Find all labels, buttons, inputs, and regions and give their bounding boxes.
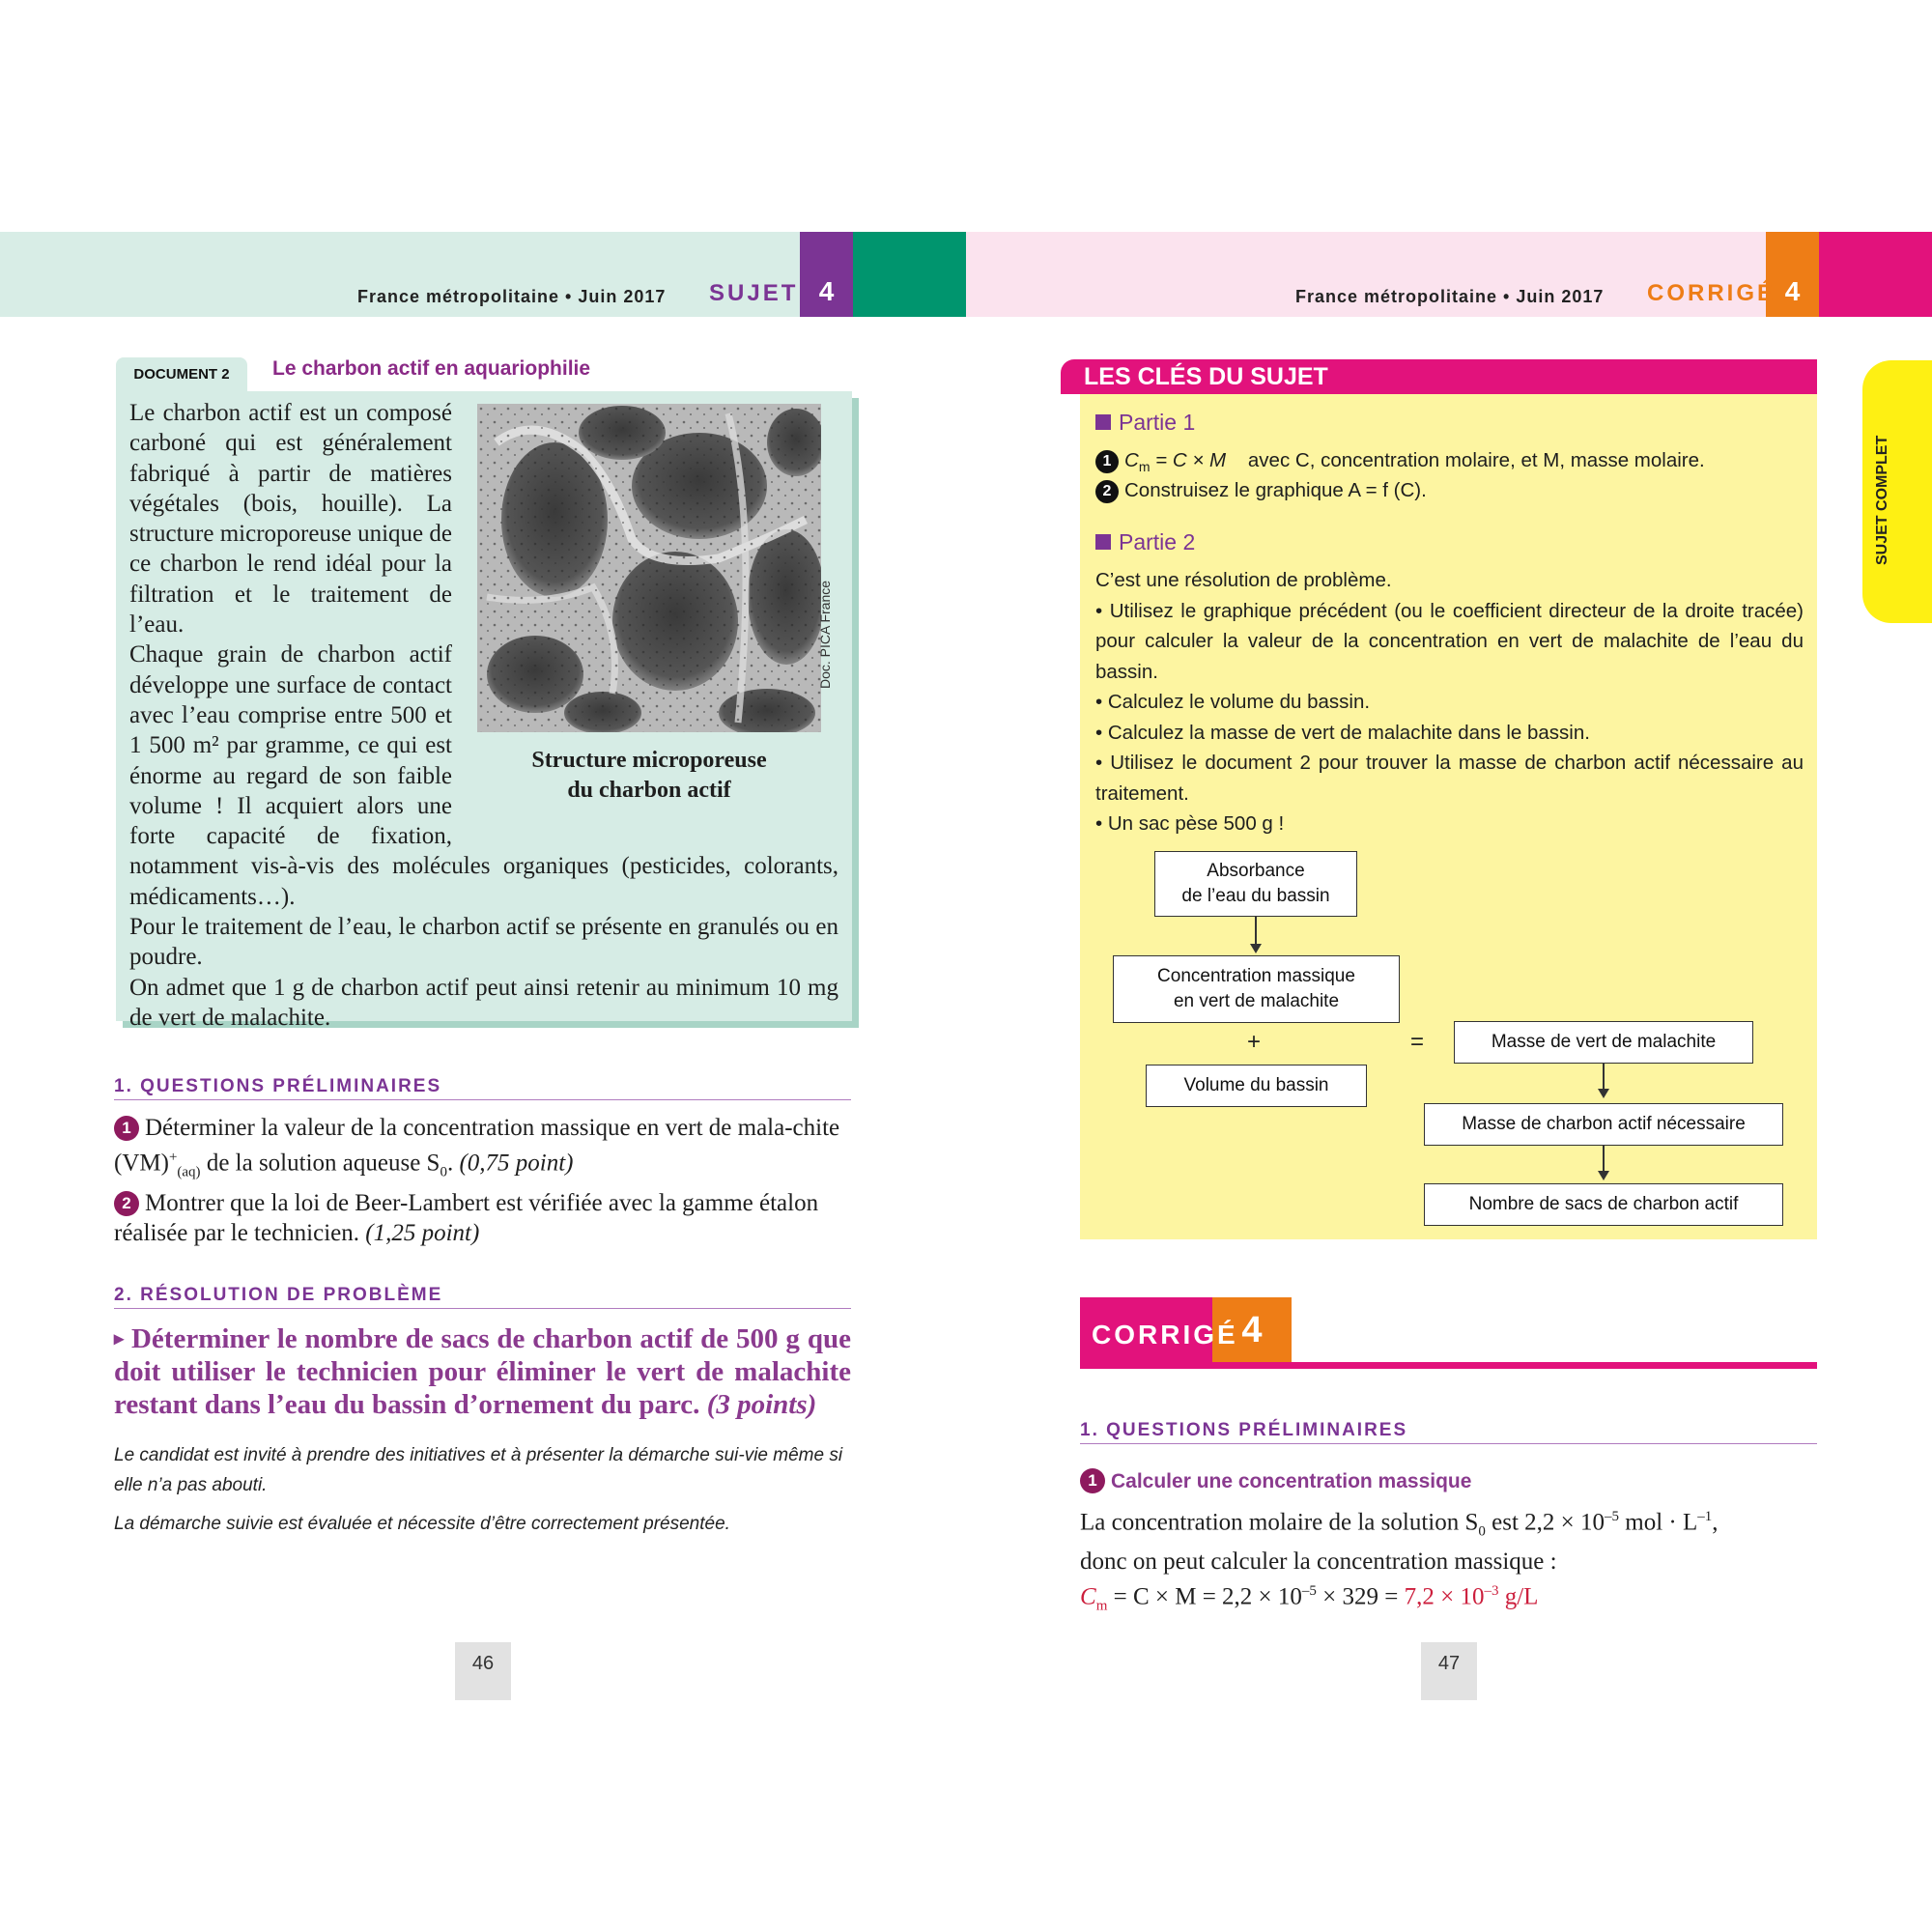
photo-caption <box>477 746 821 806</box>
corrige-answer <box>1080 1502 1833 1622</box>
question-number: 1 <box>1080 1468 1105 1493</box>
document-title: Le charbon actif en aquariophilie <box>272 357 591 380</box>
formula-symbol: C <box>1124 449 1139 471</box>
question-1-text: de la solution aqueuse S <box>200 1150 440 1177</box>
keys-title: LES CLÉS DU SUJET <box>1084 363 1328 390</box>
flow-box-mass-malachite: Masse de vert de malachite <box>1454 1021 1753 1064</box>
charge-sup: + <box>168 1150 178 1165</box>
answer-text: est 2,2 × 10 <box>1485 1509 1605 1536</box>
formula-rest: = C × M <box>1150 449 1227 471</box>
document-label: DOCUMENT 2 <box>116 357 247 392</box>
flow-plus-sign: + <box>1247 1029 1262 1055</box>
formula-sub: m <box>1138 459 1151 475</box>
eq-unit: g/L <box>1498 1583 1539 1610</box>
square-bullet-icon <box>1095 414 1111 430</box>
key-number: 2 <box>1095 480 1119 503</box>
down-arrow-icon <box>1250 944 1262 953</box>
eq-sub: m <box>1095 1598 1108 1614</box>
eq-text: = C × M = 2,2 × 10 <box>1107 1583 1302 1610</box>
state-sub: (aq) <box>177 1164 201 1180</box>
question-2-points: (1,25 point) <box>365 1220 480 1246</box>
left-header-location: France métropolitaine • Juin 2017 <box>357 287 667 306</box>
charcoal-photo <box>477 404 838 827</box>
eq-symbol: C <box>1080 1583 1096 1610</box>
flow-box-text: de l’eau du bassin <box>1181 886 1330 906</box>
problem-points: (3 points) <box>706 1389 817 1420</box>
square-bullet-icon <box>1095 534 1111 550</box>
flow-box-text: en vert de malachite <box>1173 991 1340 1011</box>
question-number: 2 <box>114 1191 139 1216</box>
answer-sup: –1 <box>1697 1509 1713 1524</box>
flow-arrow-line <box>1603 1064 1605 1089</box>
answer-text: La concentration molaire de la solution S <box>1080 1509 1479 1536</box>
left-header-accent-block <box>853 232 966 317</box>
side-tab[interactable] <box>1862 360 1932 623</box>
partie2-content <box>1095 565 1804 839</box>
corrige-subtitle <box>1080 1468 1471 1493</box>
flow-box-text: Concentration massique <box>1157 966 1355 986</box>
down-arrow-icon <box>1598 1171 1609 1180</box>
corrige-answer-line1 <box>1080 1502 1833 1547</box>
microporous-structure-image <box>477 404 821 732</box>
solution-sub: 0 <box>440 1164 447 1180</box>
partie2-bullet: • Calculez le volume du bassin. <box>1095 691 1371 713</box>
partie2-label: Partie 2 <box>1119 529 1196 554</box>
flow-box-mass-charcoal: Masse de charbon actif nécessaire <box>1424 1103 1783 1146</box>
key-2 <box>1095 475 1810 506</box>
corrige-answer-line2: donc on peut calculer la concentration massique : <box>1080 1548 1557 1576</box>
corrige-subtitle-text: Calculer une concentration massique <box>1111 1470 1472 1492</box>
flow-box-concentration <box>1113 955 1400 1023</box>
flow-equals-sign: = <box>1410 1029 1425 1055</box>
right-header-tag: CORRIGÉ <box>1647 280 1776 306</box>
partie2-bullet: • Un sac pèse 500 g ! <box>1095 812 1285 835</box>
partie2-heading <box>1095 529 1195 555</box>
question-1-text: . <box>446 1150 460 1177</box>
question-2-text: Montrer que la loi de Beer-Lambert est vérifiée avec la gamme étalon réalisée par le technicien. <box>114 1190 819 1246</box>
key-2-text: Construisez le graphique A = f (C). <box>1124 479 1427 501</box>
flow-arrow-line <box>1255 917 1257 944</box>
flow-box-text: Absorbance <box>1207 861 1305 881</box>
document-paragraph: On admet que 1 g de charbon actif peut ainsi retenir au minimum 10 mg de vert de malachite. <box>129 974 838 1031</box>
problem-statement <box>114 1322 851 1421</box>
corrige-equation <box>1080 1577 1833 1621</box>
photo-caption-line1: Structure microporeuse <box>531 748 767 773</box>
right-header-location: France métropolitaine • Juin 2017 <box>1295 287 1605 306</box>
eq-result-sup: –3 <box>1484 1583 1499 1600</box>
partie2-bullet: • Utilisez le document 2 pour trouver la masse de charbon actif nécessaire au traitement. <box>1095 752 1804 805</box>
note-initiative: Le candidat est invité à prendre des initiatives et à présenter la démarche sui-vie même si elle n’a pas abouti. <box>114 1445 843 1495</box>
note-method: La démarche suivie est évaluée et nécessite d’être correctement présentée. <box>114 1514 730 1534</box>
key-1-text: avec C, concentration molaire, et M, masse molaire. <box>1247 449 1705 471</box>
corrige-underline <box>1080 1362 1817 1369</box>
down-arrow-icon <box>1598 1089 1609 1098</box>
bullet-marker: ▸ <box>114 1328 125 1350</box>
section2-title: 2. RÉSOLUTION DE PROBLÈME <box>114 1285 851 1309</box>
question-2 <box>114 1188 851 1248</box>
partie1-heading <box>1095 410 1195 436</box>
question-1-points: (0,75 point) <box>459 1150 574 1177</box>
section1-title: 1. QUESTIONS PRÉLIMINAIRES <box>114 1076 851 1100</box>
problem-question: Déterminer le nombre de sacs de charbon actif de 500 g que doit utiliser le technicien pour éliminer le vert de malachite restant dans l’eau du bassin d’ornement du parc. <box>114 1323 851 1420</box>
flow-box-volume: Volume du bassin <box>1146 1065 1367 1107</box>
left-header-number: 4 <box>818 276 835 306</box>
corrige-section-title: 1. QUESTIONS PRÉLIMINAIRES <box>1080 1420 1817 1444</box>
answer-text: , <box>1712 1509 1719 1536</box>
question-1-text: Déterminer la valeur de la concentration massique en vert de mala-chite (VM) <box>114 1115 840 1177</box>
page-number-right: 47 <box>1421 1642 1477 1700</box>
answer-sup: –5 <box>1605 1509 1620 1524</box>
corrige-number: 4 <box>1241 1310 1263 1350</box>
question-number: 1 <box>114 1116 139 1141</box>
key-number: 1 <box>1095 450 1119 473</box>
eq-sup: –5 <box>1301 1583 1317 1600</box>
document-paragraph: Pour le traitement de l’eau, le charbon actif se présente en granulés ou en poudre. <box>129 914 838 971</box>
partie1-label: Partie 1 <box>1119 410 1196 435</box>
side-tab-label: SUJET COMPLET <box>1874 435 1890 565</box>
page-number-left: 46 <box>455 1642 511 1700</box>
partie2-bullet: • Utilisez le graphique précédent (ou le coefficient directeur de la droite tracée) pour calculer la valeur de la concentration en vert de malachite de l’eau du bassin. <box>1095 599 1804 683</box>
eq-text: × 329 = <box>1316 1583 1405 1610</box>
corrige-title: CORRIGÉ <box>1092 1320 1238 1350</box>
answer-text: mol · L <box>1619 1509 1698 1536</box>
answer-sub: 0 <box>1478 1523 1486 1540</box>
document-paragraph: Chaque grain de charbon actif développe une surface de contact avec l’eau comprise entre 500 et 1 500 m² par gramme, ce qui est énorme au regard de son faible volume ! Il acquiert alors une forte capacité de fixation, notamment vis-à-vis des molécules organiques (pesticides, colorants, médicaments…). <box>129 641 838 910</box>
partie2-bullet: • Calculez la masse de vert de malachite dans le bassin. <box>1095 721 1590 744</box>
partie2-intro: C’est une résolution de problème. <box>1095 569 1392 591</box>
flow-box-bag-count: Nombre de sacs de charbon actif <box>1424 1183 1783 1226</box>
photo-caption-line2: du charbon actif <box>567 778 731 803</box>
left-header-tag: SUJET <box>709 280 799 306</box>
document-text <box>129 398 838 1033</box>
photo-credit: Doc. PICA France <box>817 580 833 689</box>
question-1 <box>114 1113 851 1187</box>
right-header-number: 4 <box>1784 276 1801 306</box>
right-header-accent-block <box>1819 232 1932 317</box>
eq-result: 7,2 × 10 <box>1404 1583 1485 1610</box>
document-paragraph: Le charbon actif est un composé carboné qui est généralement fabriqué à partir de matières végétales (bois, houille). La structure microporeuse unique de ce charbon le rend idéal pour la filtration et le traitement de l’eau. <box>129 400 452 639</box>
flow-box-absorbance <box>1154 851 1357 917</box>
flow-arrow-line <box>1603 1146 1605 1171</box>
